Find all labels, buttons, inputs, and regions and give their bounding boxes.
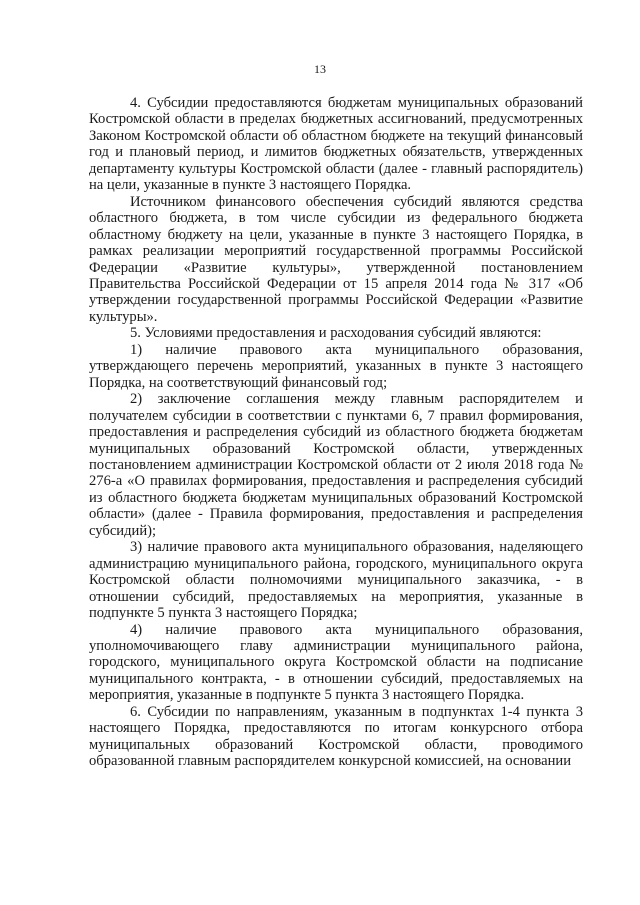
document-body [89,95,583,770]
paragraph-4-subsidies-provision: 4. Субсидии предоставляются бюджетам муниципальных образований Костромской области в пределах бюджетных ассигнований, предусмотренных Законом Костромской области об областном бюджете на текущий финансовый год и плановый период, и лимитов бюджетных обязательств, утвержденных департаменту культуры Костромской области (далее - главный распорядитель) на цели, указанные в пункте 3 настоящего Порядка. [89,95,583,194]
page-number: 13 [314,62,326,76]
paragraph-condition-4: 4) наличие правового акта муниципального образования, уполномочивающего главу администрации муниципального района, городского, муниципального округа Костромской области на подписание муниципального контракта, - в отношении субсидий, предоставляемых на мероприятия, указанные в подпункте 5 пункта 3 настоящего Порядка. [89,621,583,704]
paragraph-condition-1: 1) наличие правового акта муниципального образования, утверждающего перечень мероприятий, указанных в пункте 3 настоящего Порядка, на соответствующий финансовый год; [89,341,583,391]
paragraph-condition-3: 3) наличие правового акта муниципального образования, наделяющего администрацию муниципального района, городского, муниципального округа Костромской области полномочиями муниципального заказчика, - в отношении субсидий, предоставляемых на мероприятия, указанные в подпункте 5 пункта 3 настоящего Порядка; [89,539,583,622]
paragraph-funding-source: Источником финансового обеспечения субсидий являются средства областного бюджета, в том числе субсидии из федерального бюджета областному бюджету на цели, указанные в пункте 3 настоящего Порядка, в рамках реализации мероприятий государственной программы Российской Федерации «Развитие культуры», утвержденной постановлением Правительства Российской Федерации от 15 апреля 2014 года № 317 «Об утверждении государственной программы Российской Федерации «Развитие культуры». [89,193,583,325]
paragraph-5-conditions-heading: 5. Условиями предоставления и расходования субсидий являются: [130,325,542,342]
paragraph-6-competitive-selection: 6. Субсидии по направлениям, указанным в подпунктах 1-4 пункта 3 настоящего Порядка, предоставляются по итогам конкурсного отбора муниципальных образований Костромской области, проводимого образованной главным распорядителем конкурсной комиссией, на основании [89,703,583,770]
paragraph-condition-2: 2) заключение соглашения между главным распорядителем и получателем субсидии в соответствии с пунктами 6, 7 правил формирования, предоставления и распределения субсидий из областного бюджета бюджетам муниципальных образований Костромской области, утвержденных постановлением администрации Костромской области от 2 июля 2018 года № 276-а «О правилах формирования, предоставления и распределения субсидий из областного бюджета бюджетам муниципальных образований Костромской области» (далее - Правила формирования, предоставления и распределения субсидий); [89,391,583,539]
